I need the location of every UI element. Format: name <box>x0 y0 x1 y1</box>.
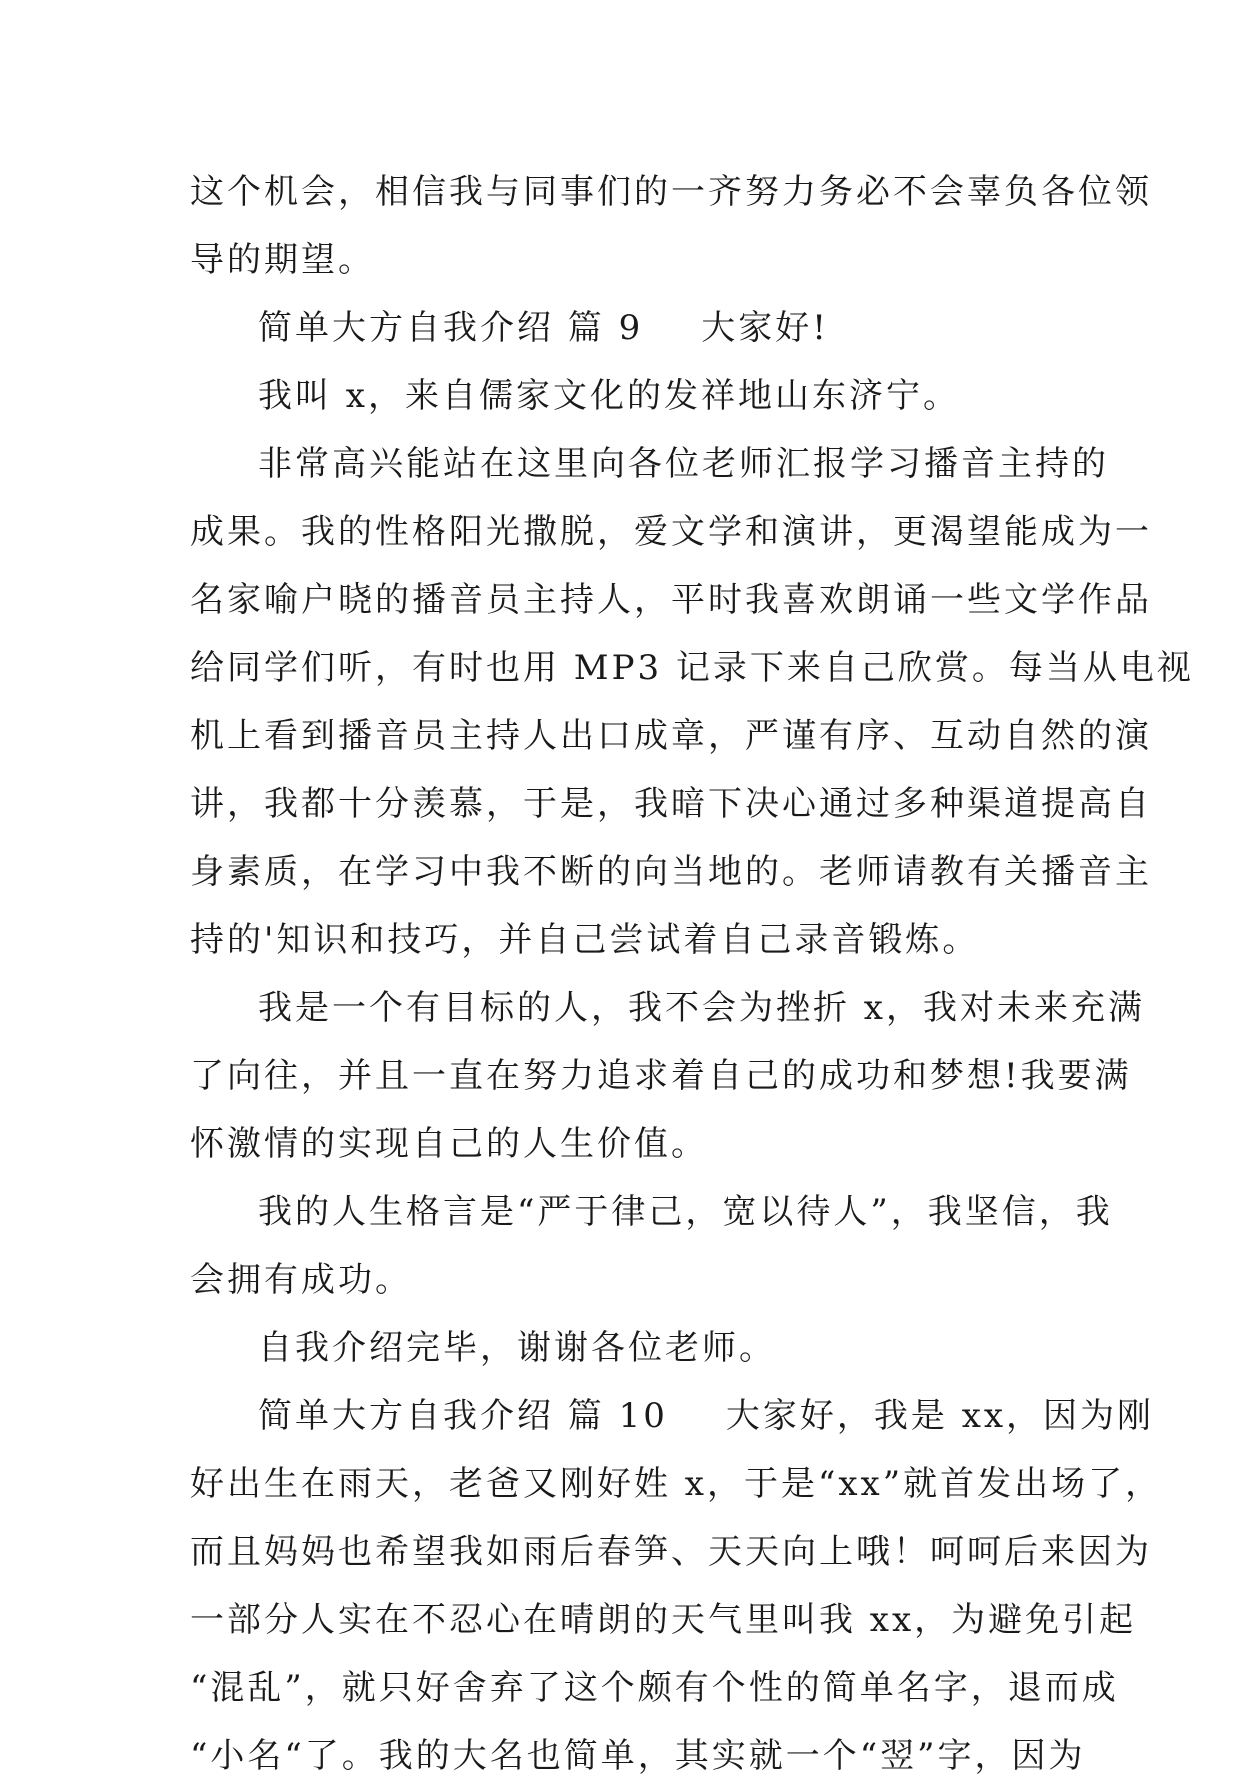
text-line: 名家喻户晓的播音员主持人，平时我喜欢朗诵一些文学作品 <box>190 580 1152 620</box>
text-line: 我是一个有目标的人，我不会为挫折 x，我对未来充满 <box>258 988 1145 1028</box>
text-line: 了向往，并且一直在努力追求着自己的成功和梦想!我要满 <box>190 1056 1132 1096</box>
text-line: 会拥有成功。 <box>190 1260 412 1300</box>
text-line: 导的期望。 <box>190 240 375 280</box>
text-line: 而且妈妈也希望我如雨后春笋、天天向上哦！呵呵后来因为 <box>190 1532 1152 1572</box>
text-line: 我的人生格言是“严于律己，宽以待人”，我坚信，我 <box>258 1192 1113 1232</box>
text-line: 怀激情的实现自己的人生价值。 <box>190 1124 708 1164</box>
section-heading-line <box>190 294 1060 362</box>
text-line: 我叫 x，来自儒家文化的发祥地山东济宁。 <box>258 376 960 416</box>
text-line: 讲，我都十分羡慕，于是，我暗下决心通过多种渠道提高自 <box>190 784 1152 824</box>
text-line: 自我介绍完毕，谢谢各位老师。 <box>258 1328 776 1368</box>
text-line: 成果。我的性格阳光撒脱，爱文学和演讲，更渴望能成为一 <box>190 512 1152 552</box>
section-heading-line <box>190 1382 1155 1450</box>
section-heading: 简单大方自我介绍 篇 10 <box>258 1396 668 1436</box>
text-line: 好出生在雨天，老爸又刚好姓 x，于是“xx”就首发出场了， <box>190 1464 1163 1504</box>
greeting: 大家好! <box>701 308 829 348</box>
text-line: “小名“了。我的大名也简单，其实就一个“翌”字，因为 <box>190 1736 1086 1776</box>
document-body <box>190 158 1194 1790</box>
text-line: 这个机会，相信我与同事们的一齐努力务必不会辜负各位领 <box>190 172 1152 212</box>
text-line: 机上看到播音员主持人出口成章，严谨有序、互动自然的演 <box>190 716 1152 756</box>
text-line: 身素质，在学习中我不断的向当地的。老师请教有关播音主 <box>190 852 1152 892</box>
greeting: 大家好，我是 xx，因为刚 <box>725 1396 1155 1436</box>
text-line: 持的'知识和技巧，并自己尝试着自己录音锻炼。 <box>190 920 980 960</box>
text-line: 一部分人实在不忍心在晴朗的天气里叫我 xx，为避免引起 <box>190 1600 1137 1640</box>
text-line: “混乱”，就只好舍弃了这个颇有个性的简单名字，退而成 <box>190 1668 1119 1708</box>
text-line: 非常高兴能站在这里向各位老师汇报学习播音主持的 <box>258 444 1109 484</box>
text-line: 给同学们听，有时也用 MP3 记录下来自己欣赏。每当从电视 <box>190 648 1194 688</box>
section-heading: 简单大方自我介绍 篇 9 <box>258 308 644 348</box>
